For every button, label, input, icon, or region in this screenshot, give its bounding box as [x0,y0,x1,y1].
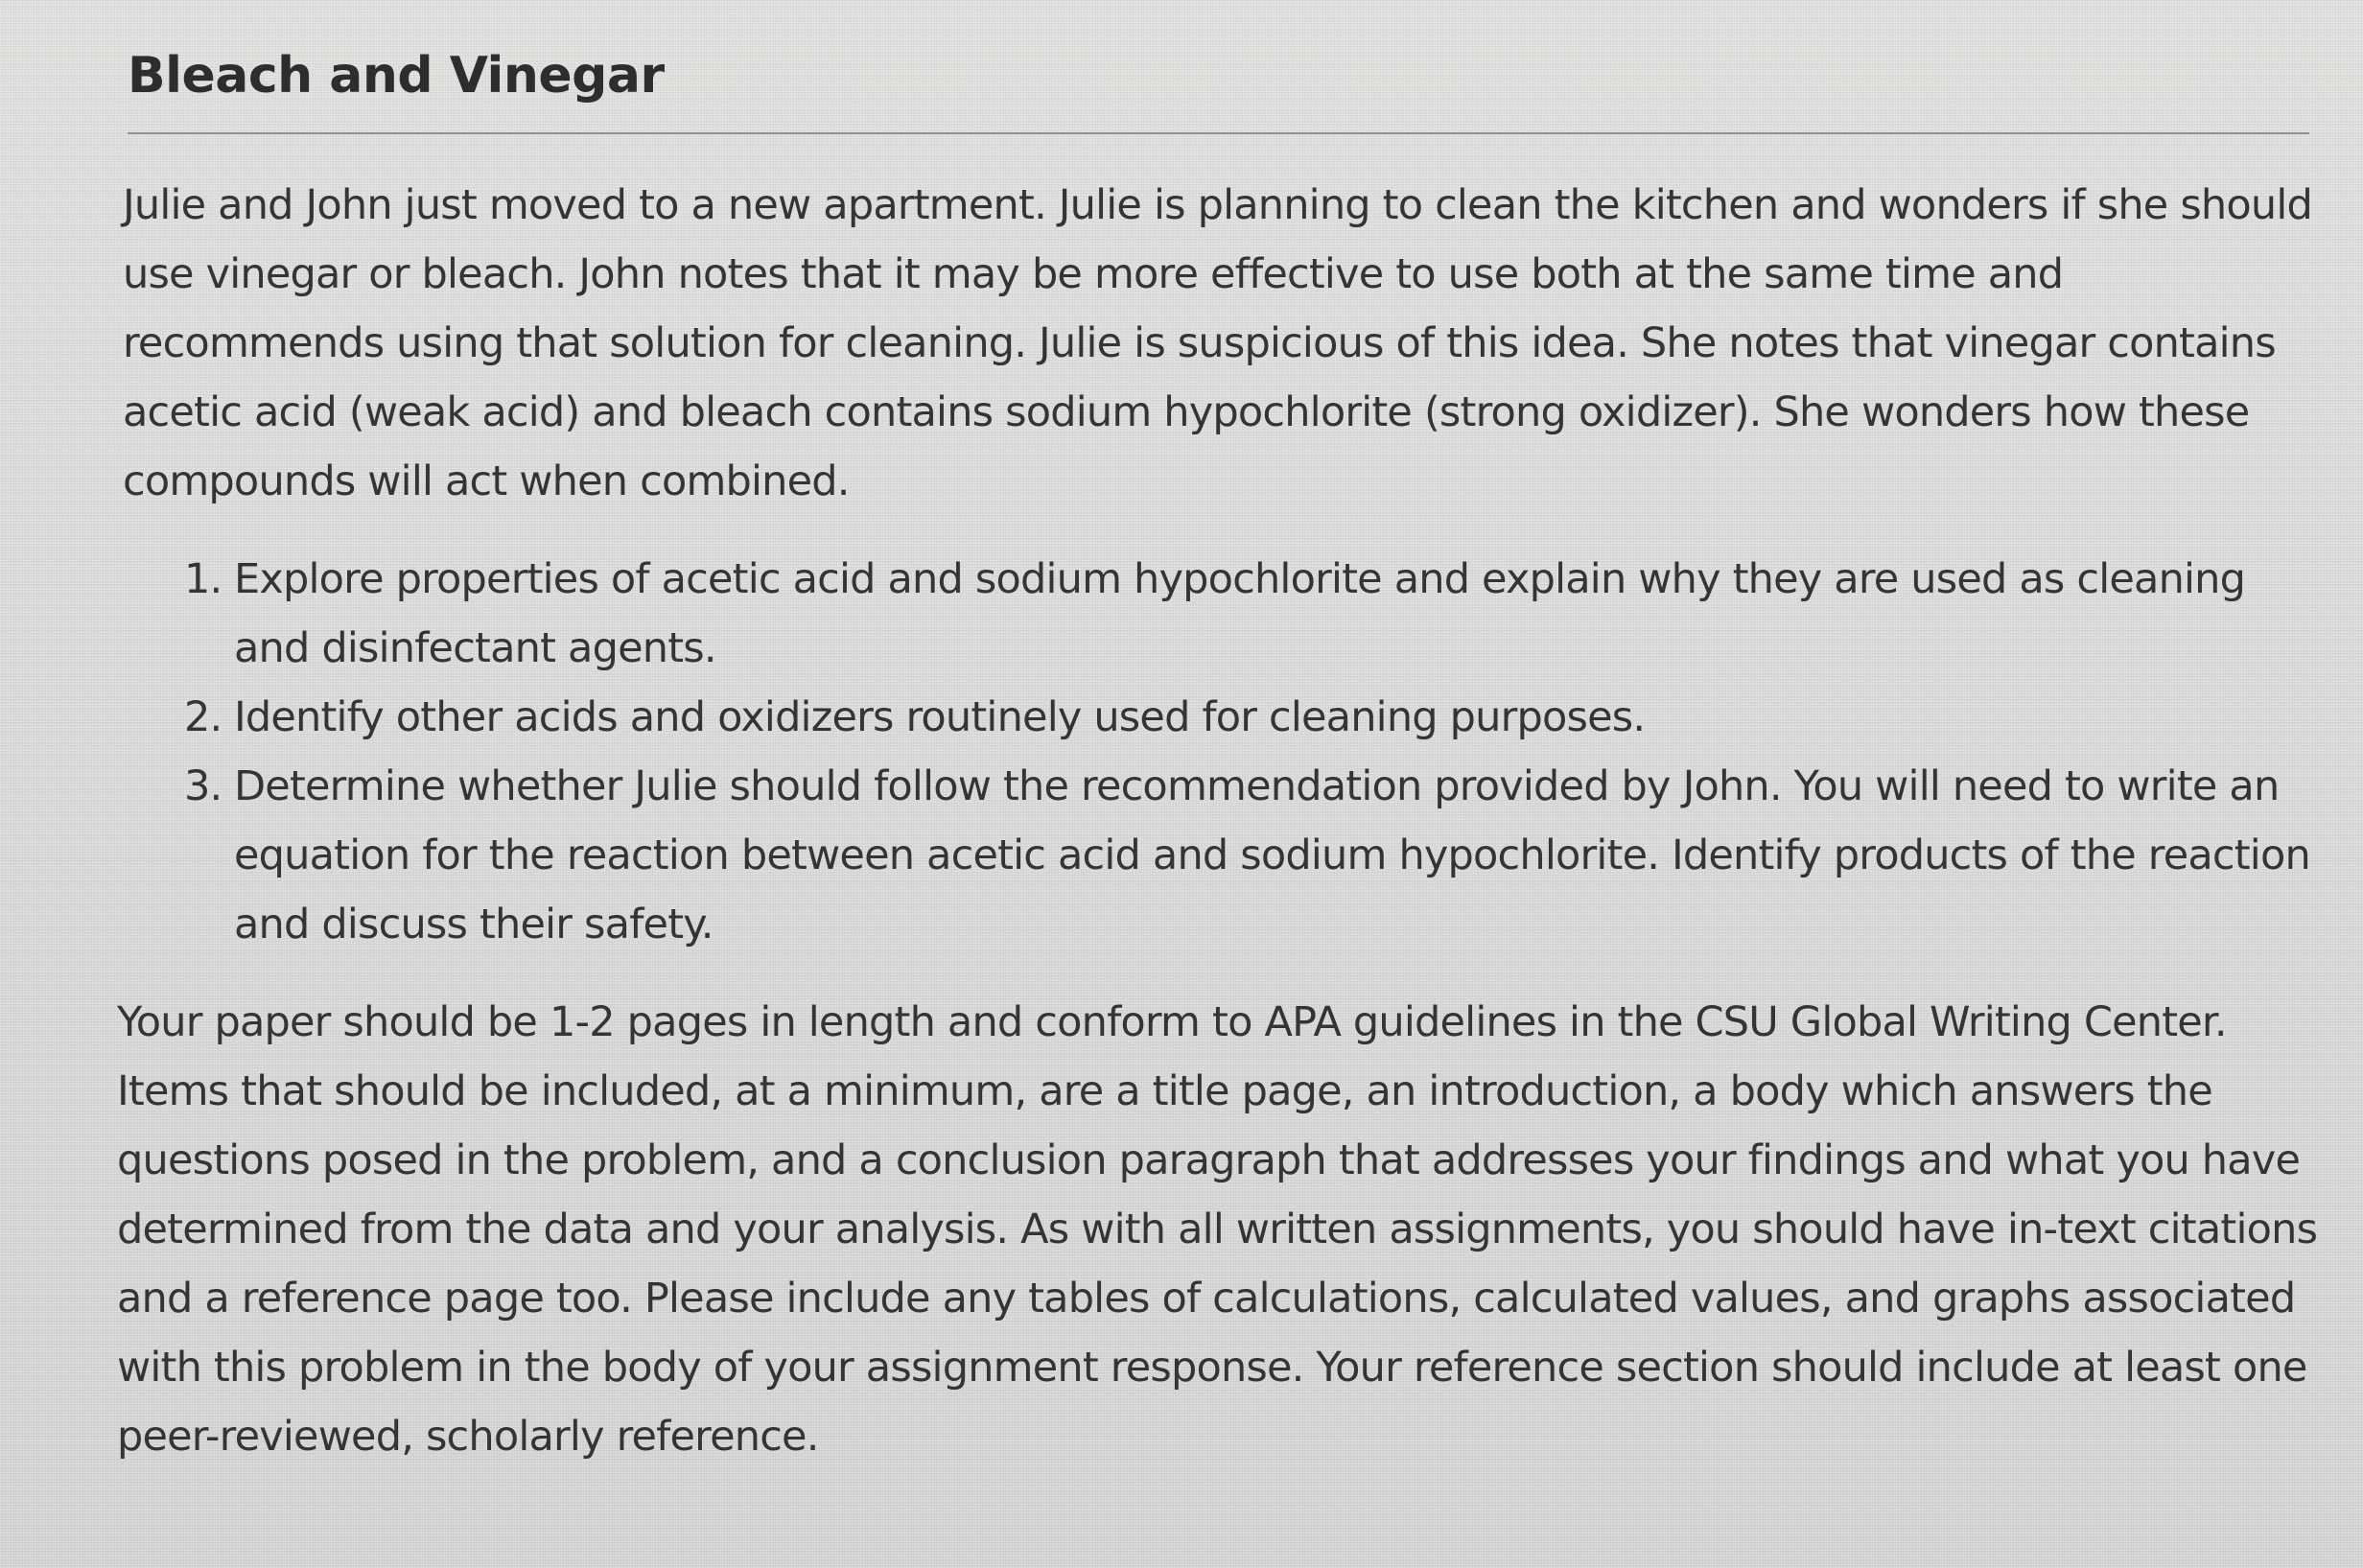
task-item-3 [184,752,2319,959]
task-list [123,545,2319,959]
intro-paragraph: Julie and John just moved to a new apartment. Julie is planning to clean the kitchen and wonders if she should use vinegar or bleach. John notes that it may be more effective to use both at the same time and recommends using that solution for cleaning. Julie is suspicious of this idea. She notes that vinegar contains acetic acid (weak acid) and bleach contains sodium hypochlorite (strong oxidizer). She wonders how these compounds will act when combined. [123,181,2312,505]
task-number-1: 1. [184,555,222,603]
task-text-2: Identify other acids and oxidizers routinely used for cleaning purposes. [234,693,1646,741]
page-title: Bleach and Vinegar [128,47,665,105]
requirements-paragraph: Your paper should be 1-2 pages in length and conform to APA guidelines in the CSU Global Writing Center. Items that should be included, at a minimum, are a title page, an introduction, a body which answers the questions posed in the problem, and a conclusion paragraph that addresses your findings and what you have determined from the data and your analysis. As with all written assignments, you should have in-text citations and a reference page too. Please include any tables of calculations, calculated values, and graphs associated with this problem in the body of your assignment response. Your reference section should include at least one peer-reviewed, scholarly reference. [117,998,2318,1461]
task-item-1 [184,545,2319,683]
task-item-2 [184,683,2319,752]
task-text-3: Determine whether Julie should follow the recommendation provided by John. You will need to write an equation for the reaction between acetic acid and sodium hypochlorite. Identify products of the reaction and discuss their safety. [234,762,2310,948]
task-number-2: 2. [184,693,222,741]
assignment-content [117,171,2319,1471]
task-number-3: 3. [184,762,222,810]
title-divider [128,132,2309,134]
task-text-1: Explore properties of acetic acid and sodium hypochlorite and explain why they are used as cleaning and disinfectant agents. [234,555,2246,672]
